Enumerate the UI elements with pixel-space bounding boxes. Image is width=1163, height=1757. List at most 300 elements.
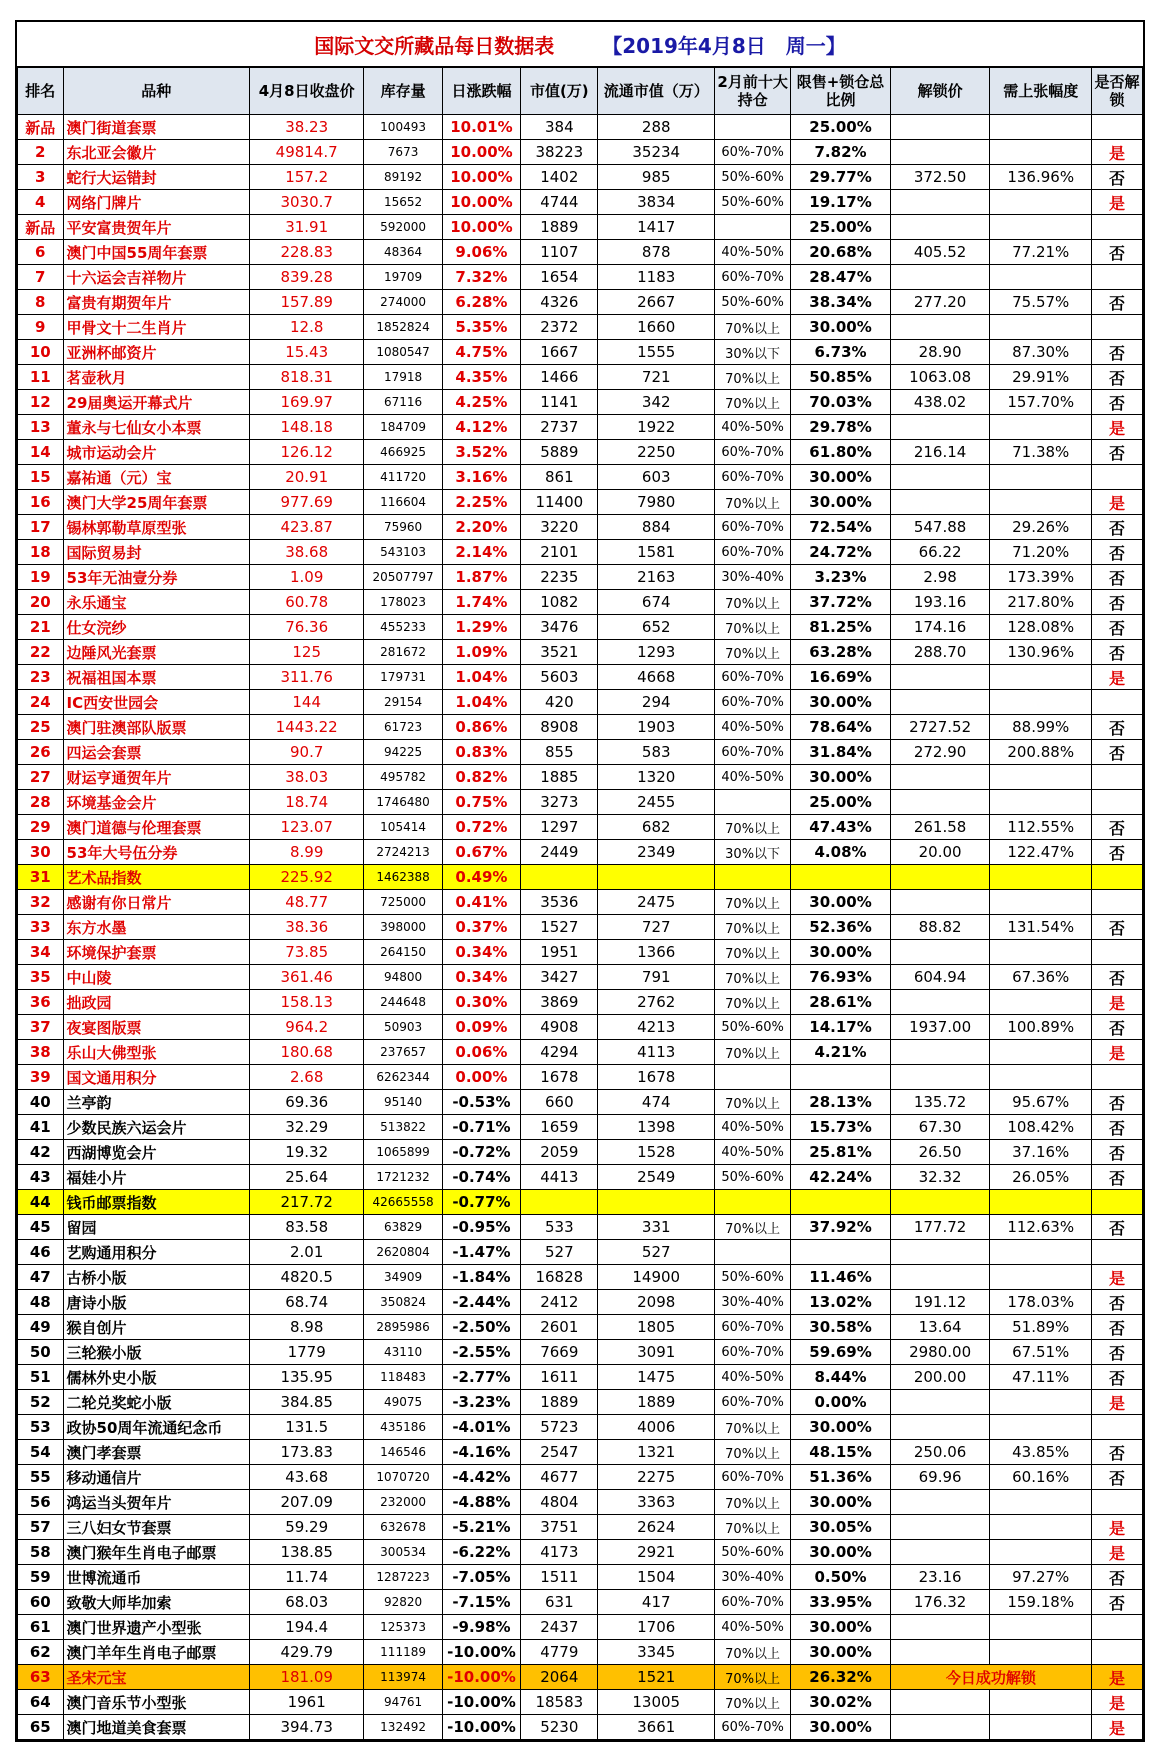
circulating-value-cell: 35234 bbox=[598, 140, 715, 165]
close-price-cell: 73.85 bbox=[249, 940, 363, 965]
change-cell: 0.86% bbox=[442, 715, 520, 740]
close-price-cell: 217.72 bbox=[249, 1190, 363, 1215]
unlocked-cell bbox=[1092, 1615, 1143, 1640]
name-cell: 留园 bbox=[63, 1215, 249, 1240]
change-cell: 0.30% bbox=[442, 990, 520, 1015]
needed-rise-cell bbox=[990, 990, 1092, 1015]
circulating-value-cell: 294 bbox=[598, 690, 715, 715]
rank-cell: 3 bbox=[18, 165, 64, 190]
name-cell: 澳门音乐节小型张 bbox=[63, 1690, 249, 1715]
circulating-value-cell: 2098 bbox=[598, 1290, 715, 1315]
holding-cell: 30%-40% bbox=[714, 565, 790, 590]
name-cell: 53年大号伍分券 bbox=[63, 840, 249, 865]
name-cell: 钱币邮票指数 bbox=[63, 1190, 249, 1215]
unlocked-cell bbox=[1092, 890, 1143, 915]
holding-cell bbox=[714, 215, 790, 240]
circulating-value-cell: 1555 bbox=[598, 340, 715, 365]
unlocked-cell bbox=[1092, 1415, 1143, 1440]
name-cell: 国文通用积分 bbox=[63, 1065, 249, 1090]
circulating-value-cell: 583 bbox=[598, 740, 715, 765]
lock-ratio-cell: 7.82% bbox=[791, 140, 891, 165]
name-cell: 感谢有你日常片 bbox=[63, 890, 249, 915]
change-cell: 2.14% bbox=[442, 540, 520, 565]
unlock-price-cell: 28.90 bbox=[890, 340, 990, 365]
holding-cell: 70%以上 bbox=[714, 990, 790, 1015]
table-body bbox=[18, 115, 1143, 1740]
unlocked-cell: 否 bbox=[1092, 590, 1143, 615]
change-cell: -0.95% bbox=[442, 1215, 520, 1240]
table-row bbox=[18, 140, 1143, 165]
holding-cell: 50%-60% bbox=[714, 1015, 790, 1040]
rank-cell: 56 bbox=[18, 1490, 64, 1515]
stock-cell: 1721232 bbox=[364, 1165, 442, 1190]
needed-rise-cell: 178.03% bbox=[990, 1290, 1092, 1315]
market-value-cell: 1141 bbox=[521, 390, 598, 415]
market-value-cell: 861 bbox=[521, 465, 598, 490]
lock-ratio-cell: 30.00% bbox=[791, 1540, 891, 1565]
market-value-cell: 2737 bbox=[521, 415, 598, 440]
unlocked-cell: 否 bbox=[1092, 1115, 1143, 1140]
holding-cell: 60%-70% bbox=[714, 440, 790, 465]
circulating-value-cell bbox=[598, 1190, 715, 1215]
unlocked-cell: 否 bbox=[1092, 1440, 1143, 1465]
lock-ratio-cell: 42.24% bbox=[791, 1165, 891, 1190]
lock-ratio-cell: 30.00% bbox=[791, 465, 891, 490]
stock-cell: 178023 bbox=[364, 590, 442, 615]
circulating-value-cell: 1528 bbox=[598, 1140, 715, 1165]
stock-cell: 232000 bbox=[364, 1490, 442, 1515]
lock-ratio-cell: 30.00% bbox=[791, 1415, 891, 1440]
rank-cell: 23 bbox=[18, 665, 64, 690]
close-price-cell: 1961 bbox=[249, 1690, 363, 1715]
market-value-cell: 1511 bbox=[521, 1565, 598, 1590]
needed-rise-cell: 128.08% bbox=[990, 615, 1092, 640]
change-cell: -0.72% bbox=[442, 1140, 520, 1165]
rank-cell: 11 bbox=[18, 365, 64, 390]
close-price-cell: 429.79 bbox=[249, 1640, 363, 1665]
name-cell: 澳门街道套票 bbox=[63, 115, 249, 140]
name-cell: 政协50周年流通纪念币 bbox=[63, 1415, 249, 1440]
name-cell: 拙政园 bbox=[63, 990, 249, 1015]
needed-rise-cell: 71.38% bbox=[990, 440, 1092, 465]
table-row bbox=[18, 1340, 1143, 1365]
close-price-cell: 180.68 bbox=[249, 1040, 363, 1065]
stock-cell: 184709 bbox=[364, 415, 442, 440]
close-price-cell: 60.78 bbox=[249, 590, 363, 615]
market-value-cell: 1889 bbox=[521, 1390, 598, 1415]
unlocked-cell: 否 bbox=[1092, 1590, 1143, 1615]
stock-cell: 455233 bbox=[364, 615, 442, 640]
table-row bbox=[18, 965, 1143, 990]
market-value-cell: 855 bbox=[521, 740, 598, 765]
needed-rise-cell: 159.18% bbox=[990, 1590, 1092, 1615]
holding-cell: 60%-70% bbox=[714, 515, 790, 540]
close-price-cell: 38.36 bbox=[249, 915, 363, 940]
table-row bbox=[18, 365, 1143, 390]
name-cell: 福娃小片 bbox=[63, 1165, 249, 1190]
change-cell: 0.67% bbox=[442, 840, 520, 865]
circulating-value-cell: 1293 bbox=[598, 640, 715, 665]
market-value-cell: 533 bbox=[521, 1215, 598, 1240]
circulating-value-cell: 1320 bbox=[598, 765, 715, 790]
unlocked-cell bbox=[1092, 1640, 1143, 1665]
circulating-value-cell: 3834 bbox=[598, 190, 715, 215]
rank-cell: 26 bbox=[18, 740, 64, 765]
change-cell: 0.00% bbox=[442, 1065, 520, 1090]
rank-cell: 新品 bbox=[18, 115, 64, 140]
close-price-cell: 68.03 bbox=[249, 1590, 363, 1615]
holding-cell: 70%以上 bbox=[714, 315, 790, 340]
unlocked-cell bbox=[1092, 1190, 1143, 1215]
circulating-value-cell: 1521 bbox=[598, 1665, 715, 1690]
holding-cell: 60%-70% bbox=[714, 540, 790, 565]
stock-cell: 15652 bbox=[364, 190, 442, 215]
circulating-value-cell: 1417 bbox=[598, 215, 715, 240]
circulating-value-cell: 2921 bbox=[598, 1540, 715, 1565]
stock-cell: 19709 bbox=[364, 265, 442, 290]
market-value-cell: 1611 bbox=[521, 1365, 598, 1390]
unlock-price-cell bbox=[890, 115, 990, 140]
circulating-value-cell: 527 bbox=[598, 1240, 715, 1265]
name-cell: 澳门地道美食套票 bbox=[63, 1715, 249, 1740]
holding-cell: 70%以上 bbox=[714, 1515, 790, 1540]
table-row bbox=[18, 1565, 1143, 1590]
lock-ratio-cell: 16.69% bbox=[791, 665, 891, 690]
rank-cell: 20 bbox=[18, 590, 64, 615]
holding-cell: 40%-50% bbox=[714, 1615, 790, 1640]
unlock-price-cell: 288.70 bbox=[890, 640, 990, 665]
holding-cell: 70%以上 bbox=[714, 1640, 790, 1665]
table-row bbox=[18, 1515, 1143, 1540]
col-header: 日涨跌幅 bbox=[442, 68, 520, 115]
rank-cell: 51 bbox=[18, 1365, 64, 1390]
lock-ratio-cell: 0.00% bbox=[791, 1390, 891, 1415]
holding-cell bbox=[714, 1065, 790, 1090]
table-row bbox=[18, 1665, 1143, 1690]
unlock-price-cell: 26.50 bbox=[890, 1140, 990, 1165]
circulating-value-cell: 652 bbox=[598, 615, 715, 640]
market-value-cell: 4326 bbox=[521, 290, 598, 315]
rank-cell: 33 bbox=[18, 915, 64, 940]
unlock-price-cell bbox=[890, 415, 990, 440]
market-value-cell bbox=[521, 865, 598, 890]
market-value-cell: 5889 bbox=[521, 440, 598, 465]
market-value-cell: 2059 bbox=[521, 1140, 598, 1165]
close-price-cell: 977.69 bbox=[249, 490, 363, 515]
needed-rise-cell bbox=[990, 940, 1092, 965]
unlocked-cell: 否 bbox=[1092, 1315, 1143, 1340]
unlock-price-cell bbox=[890, 1040, 990, 1065]
holding-cell: 70%以上 bbox=[714, 640, 790, 665]
circulating-value-cell: 2349 bbox=[598, 840, 715, 865]
rank-cell: 61 bbox=[18, 1615, 64, 1640]
close-price-cell: 361.46 bbox=[249, 965, 363, 990]
name-cell: 少数民族六运会片 bbox=[63, 1115, 249, 1140]
close-price-cell: 3030.7 bbox=[249, 190, 363, 215]
close-price-cell: 90.7 bbox=[249, 740, 363, 765]
market-value-cell: 1527 bbox=[521, 915, 598, 940]
unlock-price-cell bbox=[890, 215, 990, 240]
stock-cell: 1746480 bbox=[364, 790, 442, 815]
change-cell: 9.06% bbox=[442, 240, 520, 265]
circulating-value-cell: 884 bbox=[598, 515, 715, 540]
circulating-value-cell: 682 bbox=[598, 815, 715, 840]
close-price-cell: 135.95 bbox=[249, 1365, 363, 1390]
rank-cell: 22 bbox=[18, 640, 64, 665]
close-price-cell: 138.85 bbox=[249, 1540, 363, 1565]
holding-cell bbox=[714, 790, 790, 815]
unlocked-cell: 否 bbox=[1092, 440, 1143, 465]
rank-cell: 36 bbox=[18, 990, 64, 1015]
stock-cell: 435186 bbox=[364, 1415, 442, 1440]
needed-rise-cell bbox=[990, 415, 1092, 440]
name-cell: 澳门羊年生肖电子邮票 bbox=[63, 1640, 249, 1665]
unlock-price-cell: 1937.00 bbox=[890, 1015, 990, 1040]
name-cell: 嘉祐通（元）宝 bbox=[63, 465, 249, 490]
lock-ratio-cell: 15.73% bbox=[791, 1115, 891, 1140]
table-row bbox=[18, 990, 1143, 1015]
unlocked-cell bbox=[1092, 940, 1143, 965]
holding-cell: 70%以上 bbox=[714, 390, 790, 415]
circulating-value-cell: 2667 bbox=[598, 290, 715, 315]
unlocked-cell: 否 bbox=[1092, 815, 1143, 840]
rank-cell: 42 bbox=[18, 1140, 64, 1165]
market-value-cell: 1107 bbox=[521, 240, 598, 265]
market-value-cell: 5230 bbox=[521, 1715, 598, 1740]
stock-cell: 244648 bbox=[364, 990, 442, 1015]
rank-cell: 53 bbox=[18, 1415, 64, 1440]
needed-rise-cell bbox=[990, 265, 1092, 290]
unlocked-cell: 是 bbox=[1092, 140, 1143, 165]
close-price-cell: 32.29 bbox=[249, 1115, 363, 1140]
name-cell: 东北亚会徽片 bbox=[63, 140, 249, 165]
table-row bbox=[18, 1540, 1143, 1565]
holding-cell: 60%-70% bbox=[714, 465, 790, 490]
market-value-cell: 1951 bbox=[521, 940, 598, 965]
rank-cell: 49 bbox=[18, 1315, 64, 1340]
circulating-value-cell: 2250 bbox=[598, 440, 715, 465]
close-price-cell: 20.91 bbox=[249, 465, 363, 490]
change-cell: -7.15% bbox=[442, 1590, 520, 1615]
table-row bbox=[18, 690, 1143, 715]
change-cell: -10.00% bbox=[442, 1640, 520, 1665]
name-cell: 移动通信片 bbox=[63, 1465, 249, 1490]
table-row bbox=[18, 340, 1143, 365]
close-price-cell: 1779 bbox=[249, 1340, 363, 1365]
lock-ratio-cell: 30.00% bbox=[791, 490, 891, 515]
close-price-cell: 207.09 bbox=[249, 1490, 363, 1515]
close-price-cell: 2.01 bbox=[249, 1240, 363, 1265]
unlocked-cell bbox=[1092, 115, 1143, 140]
market-value-cell: 18583 bbox=[521, 1690, 598, 1715]
change-cell: 0.75% bbox=[442, 790, 520, 815]
change-cell: 0.34% bbox=[442, 965, 520, 990]
close-price-cell: 59.29 bbox=[249, 1515, 363, 1540]
unlock-price-cell: 438.02 bbox=[890, 390, 990, 415]
table-row bbox=[18, 1465, 1143, 1490]
stock-cell: 111189 bbox=[364, 1640, 442, 1665]
stock-cell: 34909 bbox=[364, 1265, 442, 1290]
stock-cell: 264150 bbox=[364, 940, 442, 965]
name-cell: 网络门牌片 bbox=[63, 190, 249, 215]
needed-rise-cell bbox=[990, 890, 1092, 915]
change-cell: 2.20% bbox=[442, 515, 520, 540]
lock-ratio-cell: 14.17% bbox=[791, 1015, 891, 1040]
rank-cell: 10 bbox=[18, 340, 64, 365]
change-cell: -5.21% bbox=[442, 1515, 520, 1540]
unlock-price-cell: 32.32 bbox=[890, 1165, 990, 1190]
stock-cell: 118483 bbox=[364, 1365, 442, 1390]
table-row bbox=[18, 640, 1143, 665]
lock-ratio-cell: 29.78% bbox=[791, 415, 891, 440]
lock-ratio-cell: 51.36% bbox=[791, 1465, 891, 1490]
table-row bbox=[18, 115, 1143, 140]
circulating-value-cell: 7980 bbox=[598, 490, 715, 515]
circulating-value-cell: 14900 bbox=[598, 1265, 715, 1290]
close-price-cell: 964.2 bbox=[249, 1015, 363, 1040]
name-cell: 夜宴图版票 bbox=[63, 1015, 249, 1040]
stock-cell: 6262344 bbox=[364, 1065, 442, 1090]
rank-cell: 2 bbox=[18, 140, 64, 165]
close-price-cell: 12.8 bbox=[249, 315, 363, 340]
change-cell: -2.44% bbox=[442, 1290, 520, 1315]
close-price-cell: 68.74 bbox=[249, 1290, 363, 1315]
lock-ratio-cell: 63.28% bbox=[791, 640, 891, 665]
change-cell: 0.72% bbox=[442, 815, 520, 840]
change-cell: 1.04% bbox=[442, 690, 520, 715]
table-row bbox=[18, 865, 1143, 890]
col-header: 限售+锁仓总比例 bbox=[791, 68, 891, 115]
lock-ratio-cell: 76.93% bbox=[791, 965, 891, 990]
needed-rise-cell bbox=[990, 490, 1092, 515]
needed-rise-cell: 112.63% bbox=[990, 1215, 1092, 1240]
name-cell: 53年无油壹分券 bbox=[63, 565, 249, 590]
unlock-price-cell: 200.00 bbox=[890, 1365, 990, 1390]
stock-cell: 20507797 bbox=[364, 565, 442, 590]
market-value-cell: 8908 bbox=[521, 715, 598, 740]
rank-cell: 21 bbox=[18, 615, 64, 640]
close-price-cell: 311.76 bbox=[249, 665, 363, 690]
lock-ratio-cell: 30.05% bbox=[791, 1515, 891, 1540]
unlock-price-cell bbox=[890, 1690, 990, 1715]
change-cell: -0.74% bbox=[442, 1165, 520, 1190]
lock-ratio-cell: 26.32% bbox=[791, 1665, 891, 1690]
unlocked-cell: 是 bbox=[1092, 415, 1143, 440]
rank-cell: 50 bbox=[18, 1340, 64, 1365]
table-row bbox=[18, 1715, 1143, 1740]
circulating-value-cell: 1903 bbox=[598, 715, 715, 740]
table-row bbox=[18, 565, 1143, 590]
circulating-value-cell: 3345 bbox=[598, 1640, 715, 1665]
stock-cell: 89192 bbox=[364, 165, 442, 190]
circulating-value-cell: 3661 bbox=[598, 1715, 715, 1740]
lock-ratio-cell: 4.21% bbox=[791, 1040, 891, 1065]
name-cell: 艺术品指数 bbox=[63, 865, 249, 890]
circulating-value-cell: 2275 bbox=[598, 1465, 715, 1490]
rank-cell: 14 bbox=[18, 440, 64, 465]
lock-ratio-cell: 37.92% bbox=[791, 1215, 891, 1240]
unlocked-cell: 是 bbox=[1092, 1515, 1143, 1540]
change-cell: -2.55% bbox=[442, 1340, 520, 1365]
unlock-price-cell: 66.22 bbox=[890, 540, 990, 565]
needed-rise-cell: 29.91% bbox=[990, 365, 1092, 390]
circulating-value-cell: 1922 bbox=[598, 415, 715, 440]
stock-cell: 1287223 bbox=[364, 1565, 442, 1590]
holding-cell: 70%以上 bbox=[714, 490, 790, 515]
unlock-price-cell: 216.14 bbox=[890, 440, 990, 465]
lock-ratio-cell: 30.00% bbox=[791, 940, 891, 965]
needed-rise-cell bbox=[990, 1490, 1092, 1515]
table-row bbox=[18, 840, 1143, 865]
change-cell: -10.00% bbox=[442, 1690, 520, 1715]
table-row bbox=[18, 1040, 1143, 1065]
circulating-value-cell: 13005 bbox=[598, 1690, 715, 1715]
needed-rise-cell bbox=[990, 1515, 1092, 1540]
name-cell: IC西安世园会 bbox=[63, 690, 249, 715]
needed-rise-cell bbox=[990, 665, 1092, 690]
name-cell: 澳门中国55周年套票 bbox=[63, 240, 249, 265]
change-cell: 1.87% bbox=[442, 565, 520, 590]
holding-cell: 70%以上 bbox=[714, 965, 790, 990]
holding-cell: 60%-70% bbox=[714, 690, 790, 715]
rank-cell: 16 bbox=[18, 490, 64, 515]
name-cell: 唐诗小版 bbox=[63, 1290, 249, 1315]
change-cell: -0.53% bbox=[442, 1090, 520, 1115]
unlocked-cell: 否 bbox=[1092, 290, 1143, 315]
stock-cell: 94761 bbox=[364, 1690, 442, 1715]
unlock-price-cell bbox=[890, 1615, 990, 1640]
table-row bbox=[18, 1165, 1143, 1190]
market-value-cell: 4294 bbox=[521, 1040, 598, 1065]
unlocked-cell bbox=[1092, 215, 1143, 240]
unlock-price-cell: 405.52 bbox=[890, 240, 990, 265]
needed-rise-cell: 37.16% bbox=[990, 1140, 1092, 1165]
unlocked-cell: 否 bbox=[1092, 1140, 1143, 1165]
lock-ratio-cell: 59.69% bbox=[791, 1340, 891, 1365]
name-cell: 澳门大学25周年套票 bbox=[63, 490, 249, 515]
holding-cell: 50%-60% bbox=[714, 165, 790, 190]
stock-cell: 49075 bbox=[364, 1390, 442, 1415]
lock-ratio-cell: 30.00% bbox=[791, 890, 891, 915]
close-price-cell: 8.99 bbox=[249, 840, 363, 865]
stock-cell: 43110 bbox=[364, 1340, 442, 1365]
needed-rise-cell: 67.36% bbox=[990, 965, 1092, 990]
unlock-price-cell bbox=[890, 1065, 990, 1090]
rank-cell: 25 bbox=[18, 715, 64, 740]
unlock-price-cell bbox=[890, 890, 990, 915]
circulating-value-cell: 4668 bbox=[598, 665, 715, 690]
market-value-cell: 527 bbox=[521, 1240, 598, 1265]
table-row bbox=[18, 1090, 1143, 1115]
name-cell: 锡林郭勒草原型张 bbox=[63, 515, 249, 540]
sheet-title-row bbox=[17, 22, 1143, 67]
close-price-cell: 126.12 bbox=[249, 440, 363, 465]
needed-rise-cell bbox=[990, 1715, 1092, 1740]
rank-cell: 29 bbox=[18, 815, 64, 840]
name-cell: 东方水墨 bbox=[63, 915, 249, 940]
unlock-price-cell bbox=[890, 790, 990, 815]
unlocked-cell: 是 bbox=[1092, 1040, 1143, 1065]
needed-rise-cell: 43.85% bbox=[990, 1440, 1092, 1465]
unlocked-cell: 否 bbox=[1092, 540, 1143, 565]
name-cell: 澳门世界遗产小型张 bbox=[63, 1615, 249, 1640]
market-value-cell: 631 bbox=[521, 1590, 598, 1615]
unlock-price-cell bbox=[890, 1715, 990, 1740]
change-cell: 4.25% bbox=[442, 390, 520, 415]
change-cell: 0.49% bbox=[442, 865, 520, 890]
unlocked-cell: 否 bbox=[1092, 390, 1143, 415]
market-value-cell: 3869 bbox=[521, 990, 598, 1015]
